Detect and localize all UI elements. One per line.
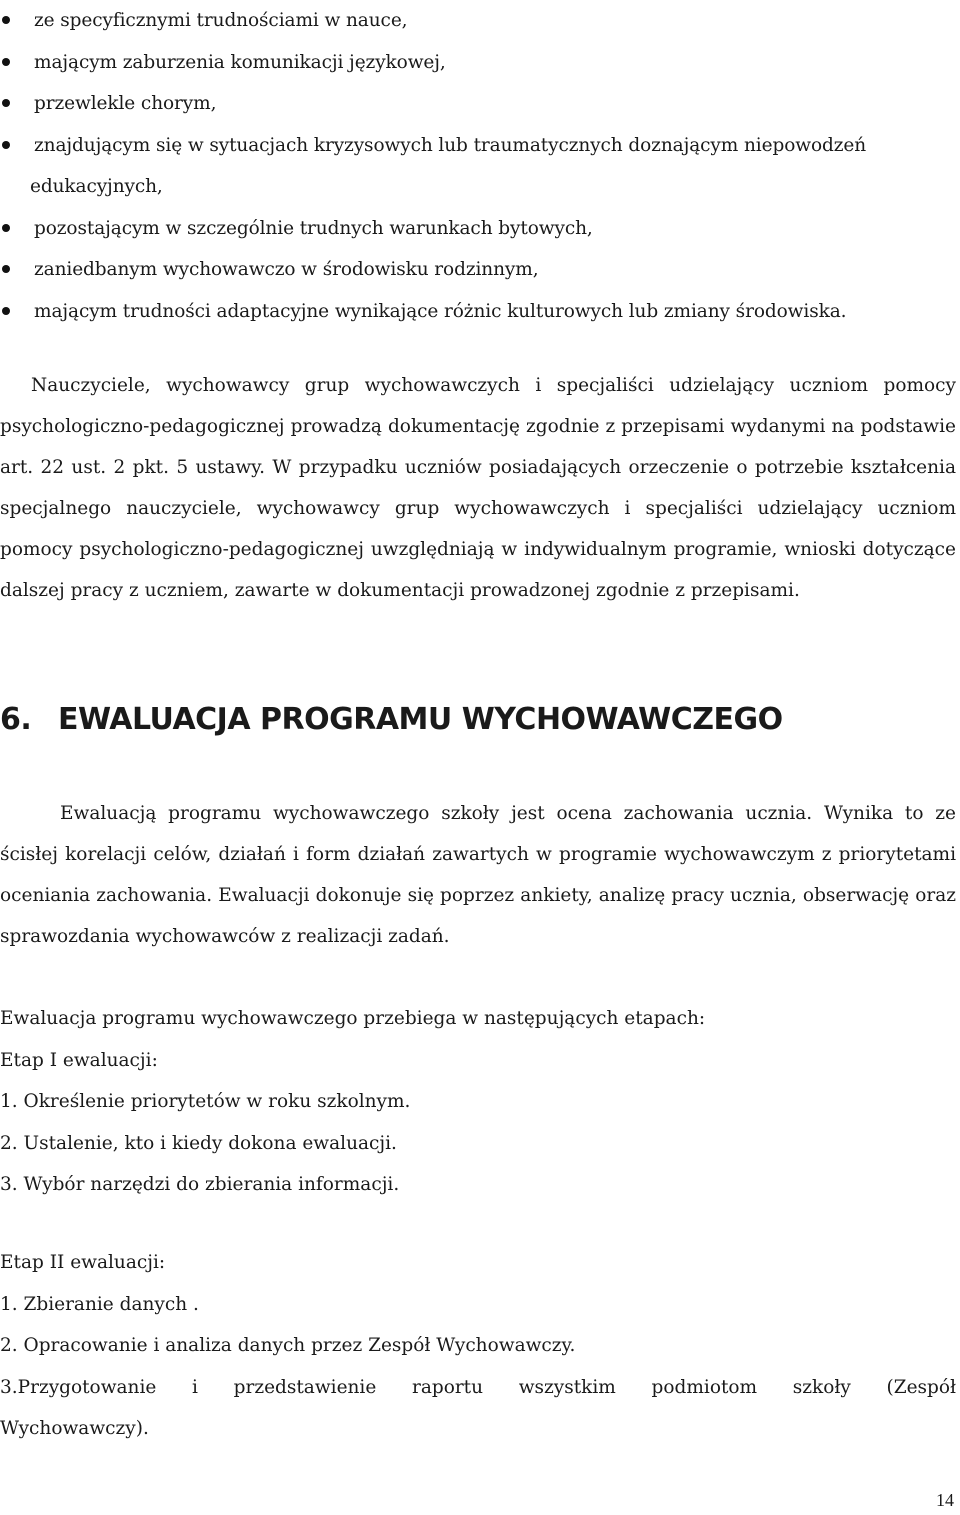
list-item: 1. Zbieranie danych . <box>0 1293 199 1315</box>
bullet-icon <box>2 224 10 232</box>
evaluation-paragraph: Ewaluacją programu wychowawczego szkoły jest ocena zachowania ucznia. Wynika to ze ścisłej korelacji celów, działań i form działań zawartych w programie wychowawczym z priorytetami oceniania zachowania. Ewaluacji dokonuje się poprzez ankiety, analizę pracy ucznia, obserwację oraz sprawozdania wychowawców z realizacji zadań. <box>0 803 956 947</box>
list-item: 2. Ustalenie, kto i kiedy dokona ewaluacji. <box>0 1132 397 1154</box>
list-item-continuation: edukacyjnych, <box>30 176 163 197</box>
bullet-icon <box>2 307 10 315</box>
evaluation-stage-2 <box>0 1242 960 1450</box>
bullet-list <box>0 0 960 332</box>
list-item: 1. Określenie priorytetów w roku szkolnym. <box>0 1091 411 1112</box>
evaluation-stages <box>0 998 960 1206</box>
bullet-icon <box>2 265 10 273</box>
list-item: pozostającym w szczególnie trudnych warunkach bytowych, <box>0 208 960 250</box>
list-item: mającym trudności adaptacyjne wynikające różnic kulturowych lub zmiany środowiska. <box>0 291 960 333</box>
list-item: mającym zaburzenia komunikacji językowej, <box>0 42 960 84</box>
list-item: 3. Wybór narzędzi do zbierania informacji. <box>0 1174 400 1195</box>
documentation-paragraph: Nauczyciele, wychowawcy grup wychowawczych i specjaliści udzielający uczniom pomocy psychologiczno-pedagogicznej prowadzą dokumentację zgodnie z przepisami wydanymi na podstawie art. 22 ust. 2 pkt. 5 ustawy. W przypadku uczniów posiadających orzeczenie o potrzebie kształcenia specjalnego nauczyciele, wychowawcy grup wychowawczych i specjaliści udzielający uczniom pomocy psychologiczno-pedagogicznej uwzględniają w indywidualnym programie, wnioski dotyczące dalszej pracy z uczniem, zawarte w dokumentacji prowadzonej zgodnie z przepisami. <box>0 375 956 601</box>
list-item: 3.Przygotowanie i przedstawienie raportu wszystkim podmiotom szkoły (Zespół <box>0 1376 956 1398</box>
stage-2-title: Etap II ewaluacji: <box>0 1252 166 1273</box>
stages-intro: Ewaluacja programu wychowawczego przebiega w następujących etapach: <box>0 1008 706 1029</box>
bullet-icon <box>2 141 10 149</box>
list-item: ze specyficznymi trudnościami w nauce, <box>0 0 960 42</box>
stage-1-title: Etap I ewaluacji: <box>0 1049 158 1071</box>
list-item: zaniedbanym wychowawczo w środowisku rodzinnym, <box>0 249 960 291</box>
bullet-icon <box>2 99 10 107</box>
bullet-icon <box>2 16 10 24</box>
list-item: znajdującym się w sytuacjach kryzysowych lub traumatycznych doznającym niepowodzeń <box>0 125 960 167</box>
bullet-icon <box>2 58 10 66</box>
page-number: 14 <box>936 1490 954 1510</box>
list-item: 2. Opracowanie i analiza danych przez Zespół Wychowawczy. <box>0 1335 576 1356</box>
section-heading: 6. EWALUACJA PROGRAMU WYCHOWAWCZEGO <box>0 702 783 737</box>
list-item: przewlekle chorym, <box>0 83 960 125</box>
list-item-continuation: Wychowawczy). <box>0 1418 149 1439</box>
